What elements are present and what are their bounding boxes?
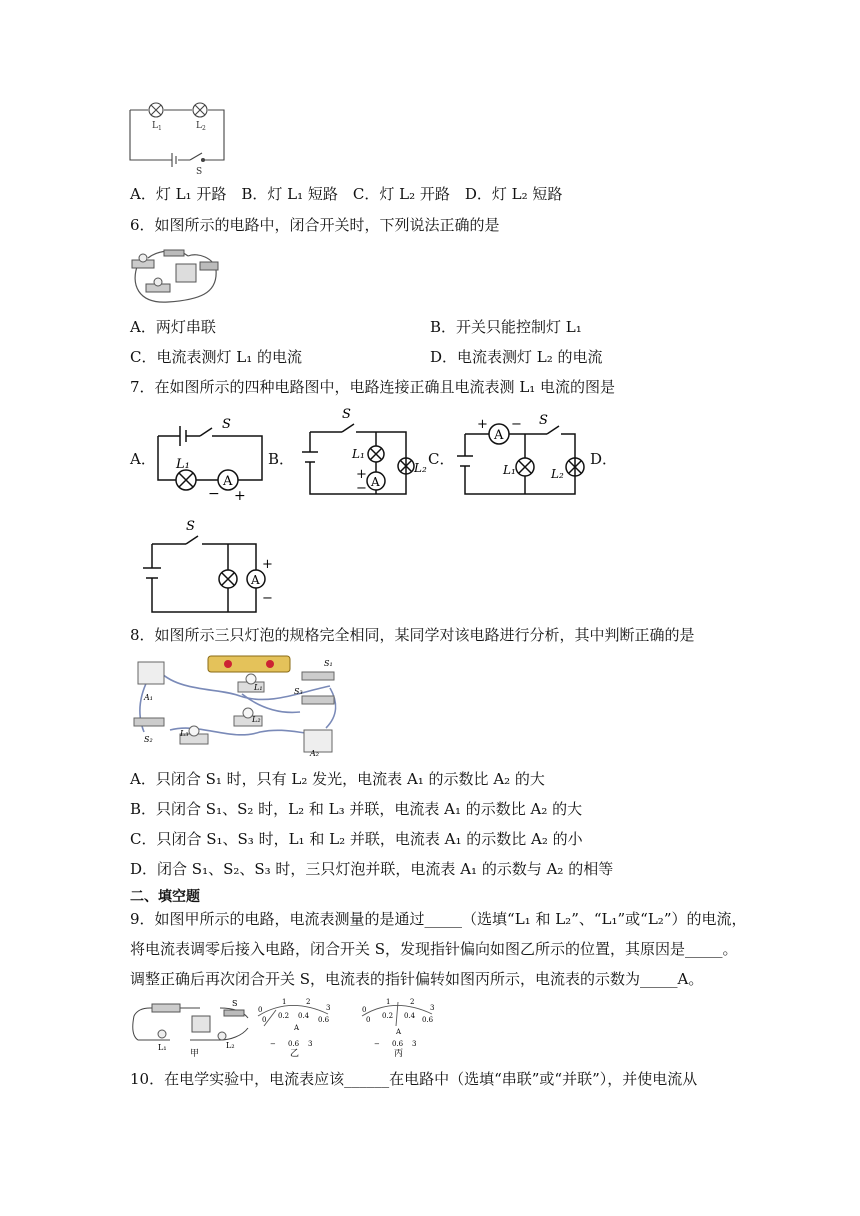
q7-label-c: C．	[428, 450, 455, 468]
q5-l2-label: $L_2$	[196, 121, 206, 132]
q8-option-b: B．只闭合 S₁、S₂ 时，L₂ 和 L₃ 并联，电流表 A₁ 的示数比 A₂ 的大	[130, 800, 583, 818]
q7b-s-label: S	[342, 407, 351, 422]
q9-bing-top-2: 2	[410, 998, 415, 1006]
q7a-plus: +	[234, 488, 246, 504]
q9-jia-l2: L₂	[226, 1041, 235, 1050]
q9-bing-top-0: 0	[362, 1006, 367, 1014]
q6-stem: 6．如图所示的电路中，闭合开关时，下列说法正确的是	[130, 216, 500, 234]
q7-stem: 7．在如图所示的四种电路图中，电路连接正确且电流表测 L₁ 电流的图是	[130, 378, 616, 396]
q6-option-c: C．电流表测灯 L₁ 的电流	[130, 348, 302, 366]
q6-option-b: B．开关只能控制灯 L₁	[430, 318, 582, 336]
q9-bing-bot-3: 0.6	[422, 1016, 434, 1024]
q7b-plus: +	[356, 467, 367, 482]
q8-circuit-photo	[130, 652, 344, 756]
q7c-s-label: S	[539, 413, 548, 428]
q9-yi-label: 乙	[290, 1049, 300, 1058]
q7b-l2-label: L₂	[414, 461, 427, 475]
q7-label-a: A．	[130, 450, 156, 468]
q9-bing-bot-0: 0	[366, 1016, 371, 1024]
q8-option-c: C．只闭合 S₁、S₃ 时，L₁ 和 L₂ 并联，电流表 A₁ 的示数比 A₂ 的小	[130, 830, 583, 848]
q9-jia-s: S	[232, 999, 238, 1008]
q9-yi-bot-3: 0.6	[318, 1016, 330, 1024]
q9-jia-l1: L₁	[158, 1043, 167, 1052]
q9-line2: 将电流表调零后接入电路，闭合开关 S，发现指针偏向如图乙所示的位置，其原因是_____。	[130, 940, 738, 958]
q9-yi-bot-0: 0	[262, 1016, 267, 1024]
q7a-minus: −	[208, 486, 220, 502]
q9-bing-bot-1: 0.2	[382, 1012, 394, 1020]
q7c-l1-label: L₁	[503, 463, 516, 477]
q9-bing-bot-2: 0.4	[404, 1012, 416, 1020]
q9-yi-bot-2: 0.4	[298, 1012, 310, 1020]
q7d-minus: −	[262, 591, 273, 606]
q5-s-label: S	[196, 167, 203, 177]
q9-line3: 调整正确后再次闭合开关 S，电流表的指针偏转如图丙所示，电流表的示数为_____A。	[130, 970, 704, 988]
q6-option-d: D．电流表测灯 L₂ 的电流	[430, 348, 603, 366]
q8-photo-a2: A₂	[310, 749, 319, 756]
q7b-minus: −	[356, 481, 367, 496]
q7a-ammeter-letter: A	[223, 474, 233, 489]
q9-yi-top-2: 2	[306, 998, 311, 1006]
q9-yi-unit: A	[294, 1024, 300, 1032]
q7d-ammeter-letter: A	[251, 573, 260, 587]
q7d-s-label: S	[186, 519, 195, 534]
q9-bing-term-3: 3	[412, 1040, 417, 1048]
q7-label-d: D．	[590, 450, 618, 468]
q8-photo-s1: S₁	[324, 659, 333, 668]
q8-photo-l2: L₂	[252, 715, 261, 724]
q8-option-d: D．闭合 S₁、S₂、S₃ 时，三只灯泡并联，电流表 A₁ 的示数与 A₂ 的相等	[130, 860, 614, 878]
q9-yi-bot-1: 0.2	[278, 1012, 290, 1020]
q7a-s-label: S	[222, 417, 231, 432]
q7-diagram-b	[300, 404, 428, 502]
q5-circuit-diagram	[128, 100, 228, 180]
q8-stem: 8．如图所示三只灯泡的规格完全相同，某同学对该电路进行分析，其中判断正确的是	[130, 626, 695, 644]
q6-circuit-photo	[128, 244, 224, 306]
q8-photo-s2: S₂	[144, 735, 153, 744]
q7a-l1-label: L₁	[176, 457, 190, 472]
q9-yi-top-0: 0	[258, 1006, 263, 1014]
q5-l1-label: $L_1$	[152, 121, 162, 132]
q9-figure	[130, 996, 450, 1058]
q9-yi-term-3: 3	[308, 1040, 313, 1048]
q10-line1: 10．在电学实验中，电流表应该______在电路中（选填“串联”或“并联”），并使电流从	[130, 1070, 698, 1088]
q9-line1: 9．如图甲所示的电路，电流表测量的是通过_____（选填“L₁ 和 L₂”、“L₁”或“L₂”）的电流，	[130, 910, 747, 928]
section-title-fill-in: 二、填空题	[130, 889, 200, 905]
q6-option-a: A．两灯串联	[130, 318, 216, 336]
q9-bing-term-neg: −	[374, 1040, 380, 1048]
q8-photo-l1: L₁	[254, 683, 263, 692]
q9-yi-term-06: 0.6	[288, 1040, 300, 1048]
q7c-plus: +	[477, 417, 488, 432]
q7-diagram-c	[455, 412, 595, 500]
q7-diagram-a	[150, 414, 268, 504]
q9-jia-label: 甲	[190, 1049, 200, 1058]
q9-bing-label: 丙	[394, 1049, 404, 1058]
q9-yi-top-1: 1	[282, 998, 287, 1006]
q7-label-b: B．	[268, 450, 295, 468]
q9-bing-top-1: 1	[386, 998, 391, 1006]
q8-photo-s3: S₃	[294, 687, 303, 696]
q7c-minus: −	[511, 417, 522, 432]
q8-photo-l3: L₃	[180, 729, 189, 738]
q9-bing-term-06: 0.6	[392, 1040, 404, 1048]
q9-yi-term-neg: −	[270, 1040, 276, 1048]
q7c-ammeter-letter: A	[494, 428, 504, 443]
q5-options: A．灯 L₁ 开路 B．灯 L₁ 短路 C．灯 L₂ 开路 D．灯 L₂ 短路	[130, 185, 563, 203]
q7b-l1-label: L₁	[352, 447, 365, 461]
q7c-l2-label: L₂	[551, 467, 564, 481]
q7-diagram-d	[140, 516, 280, 616]
q8-option-a: A．只闭合 S₁ 时，只有 L₂ 发光，电流表 A₁ 的示数比 A₂ 的大	[130, 770, 545, 788]
q7d-plus: +	[262, 557, 273, 572]
q9-bing-top-3: 3	[430, 1004, 435, 1012]
q9-yi-top-3: 3	[326, 1004, 331, 1012]
q7b-ammeter-letter: A	[371, 475, 380, 489]
q8-photo-a1: A₁	[144, 693, 153, 702]
q9-bing-unit: A	[396, 1028, 402, 1036]
